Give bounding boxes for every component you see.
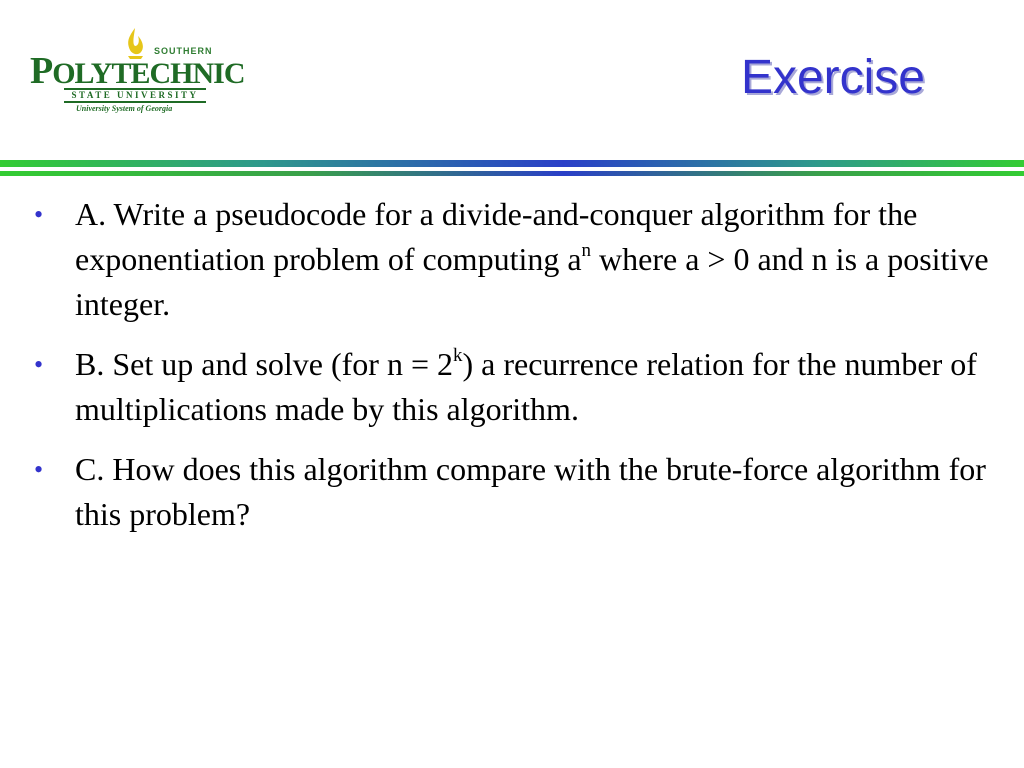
bullet-b-text: B. Set up and solve (for n = 2	[75, 346, 453, 382]
bullet-item-b	[34, 342, 994, 432]
logo-olytechnic: OLYTECHNIC	[52, 57, 245, 90]
bullet-dot-icon: •	[34, 200, 44, 229]
header-divider-bottom	[0, 171, 1024, 176]
header-divider-top	[0, 160, 1024, 167]
logo-state-university-text: STATE UNIVERSITY	[64, 88, 206, 103]
logo-p-letter: P	[30, 50, 53, 92]
logo-polytechnic-text	[30, 52, 245, 93]
university-logo	[28, 22, 245, 114]
slide-title: Exercise	[740, 51, 925, 104]
bullet-b-text-end: ) a recurrence relation for the number of multiplications made by this algorithm.	[75, 346, 977, 427]
bullet-dot-icon: •	[34, 350, 44, 379]
bullet-dot-icon: •	[34, 455, 44, 484]
bullet-a-superscript: n	[581, 240, 592, 262]
logo-system-text: University System of Georgia	[76, 104, 173, 113]
bullet-b-superscript: k	[453, 345, 463, 367]
bullet-a-text-end: where a > 0 and n is a positive integer.	[75, 241, 989, 322]
logo-southern-text: SOUTHERN	[154, 46, 213, 56]
bullet-c-text: C. How does this algorithm compare with the brute-force algorithm for this problem?	[75, 451, 986, 532]
bullet-item-a	[34, 192, 994, 327]
bullet-item-c	[34, 447, 994, 537]
bullet-a-text: A. Write a pseudocode for a divide-and-conquer algorithm for the exponentiation problem of computing a	[75, 196, 918, 277]
bullet-list	[34, 192, 994, 552]
